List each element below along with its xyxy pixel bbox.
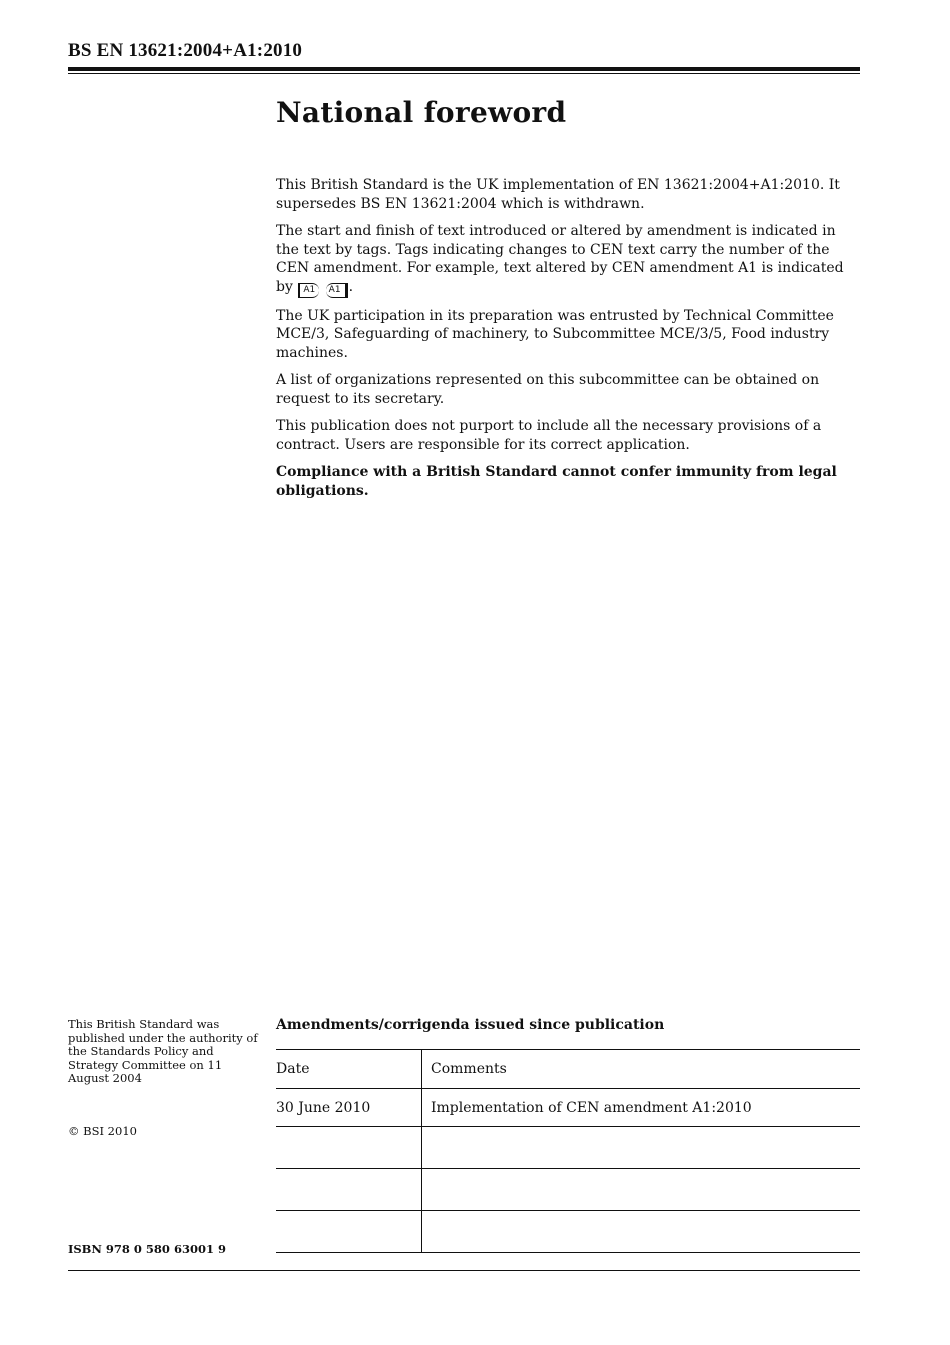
foreword-body: [276, 176, 860, 509]
column-header-date: Date: [276, 1050, 422, 1089]
isbn-number: ISBN 978 0 580 63001 9: [68, 1242, 226, 1256]
paragraph-amendment-tags-text: The start and finish of text introduced or altered by amendment is indicated in the text by tags. Tags indicating changes to CEN text carry the number of the CEN amendment. For example, text altered by CEN amendment A1 is indicated by: [276, 223, 844, 295]
document-code: BS EN 13621:2004+A1:2010: [68, 40, 303, 61]
amendments-table: [276, 1049, 860, 1253]
table-header-row: [276, 1050, 860, 1089]
amendment-start-tag-icon: A1: [298, 283, 319, 298]
table-row-empty: [276, 1169, 860, 1211]
table-row-empty: [276, 1127, 860, 1169]
footer-rule: [68, 1270, 860, 1271]
paragraph-amendment-tags-end: .: [348, 278, 354, 295]
paragraph-implementation: This British Standard is the UK implementation of EN 13621:2004+A1:2010. It supersedes BS EN 13621:2004 which is withdrawn.: [276, 177, 840, 212]
paragraph-organizations: A list of organizations represented on this subcommittee can be obtained on request to its secretary.: [276, 372, 820, 407]
paragraph-participation: The UK participation in its preparation was entrusted by Technical Committee MCE/3, Safeguarding of machinery, to Subcommittee MCE/3/5, Food industry machines.: [276, 307, 834, 361]
table-row: [276, 1089, 860, 1127]
empty-date-cell: [276, 1211, 422, 1253]
paragraph-contract: This publication does not purport to include all the necessary provisions of a contract. Users are responsible for its correct application.: [276, 418, 822, 453]
paragraph-amendment-tags: [276, 222, 860, 298]
header-rule-thin: [68, 73, 860, 74]
empty-comment-cell: [422, 1127, 861, 1169]
empty-date-cell: [276, 1169, 422, 1211]
header-rule-thick: [68, 67, 860, 71]
empty-date-cell: [276, 1127, 422, 1169]
copyright-notice: © BSI 2010: [68, 1124, 137, 1138]
table-row-empty: [276, 1211, 860, 1253]
empty-comment-cell: [422, 1169, 861, 1211]
page-title: National foreword: [276, 96, 567, 129]
amendment-end-tag-icon: A1: [326, 283, 348, 298]
paragraph-compliance: Compliance with a British Standard cannot confer immunity from legal obligations.: [276, 464, 837, 499]
amendments-heading: Amendments/corrigenda issued since publication: [276, 1017, 665, 1033]
publication-note: This British Standard was published under the authority of the Standards Policy and Strategy Committee on 11 August 2004: [68, 1017, 258, 1085]
amendment-date-cell: 30 June 2010: [276, 1089, 422, 1127]
column-header-comments: Comments: [422, 1050, 861, 1089]
empty-comment-cell: [422, 1211, 861, 1253]
amendment-comment-cell: Implementation of CEN amendment A1:2010: [422, 1089, 861, 1127]
